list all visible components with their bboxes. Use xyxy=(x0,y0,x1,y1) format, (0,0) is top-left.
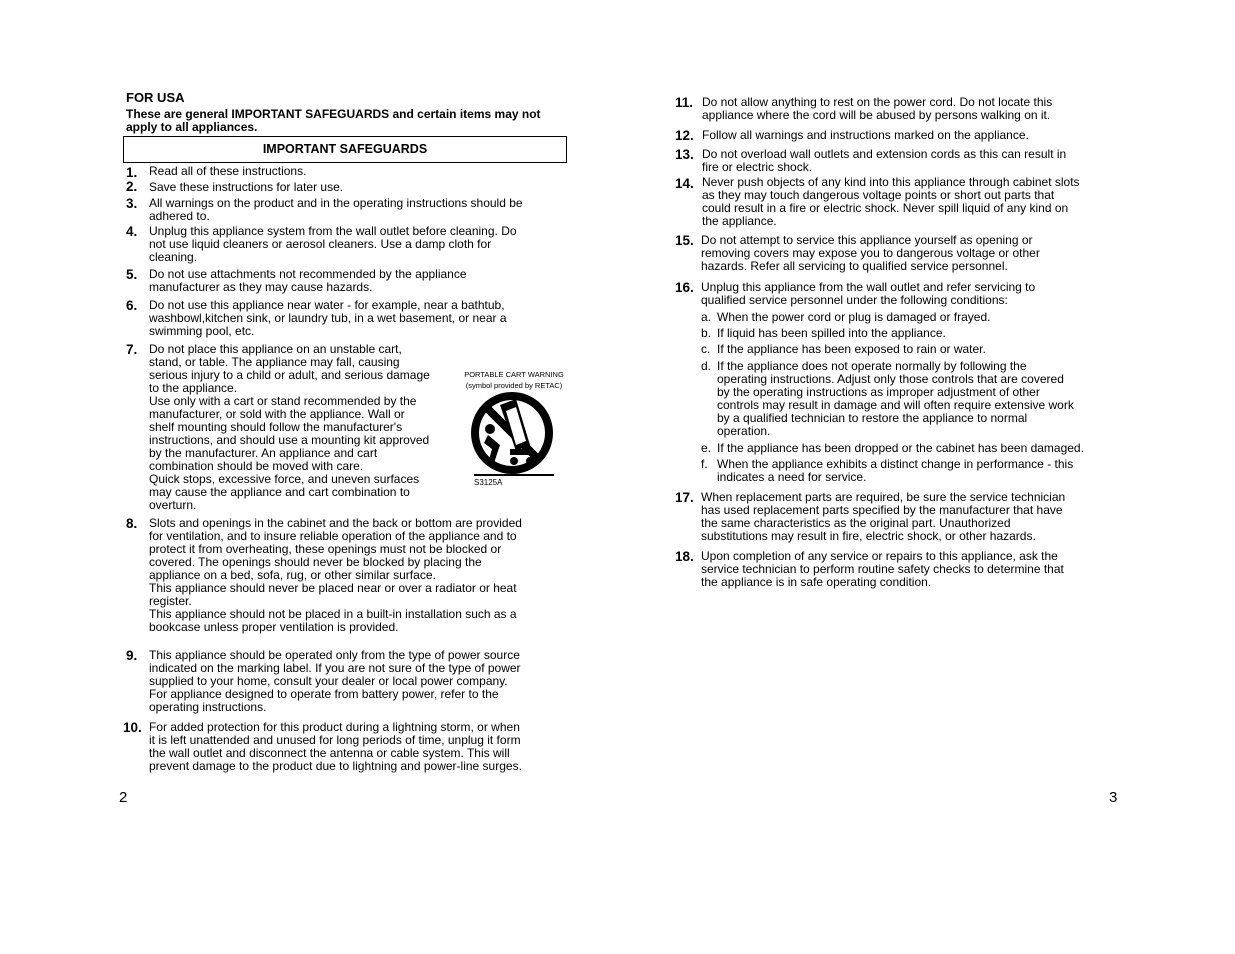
item-text-line: This appliance should never be placed near or over a radiator or heat xyxy=(149,581,517,595)
page-number-left: 2 xyxy=(119,789,128,806)
item-number: 12. xyxy=(675,128,694,143)
item-number: 2. xyxy=(126,179,138,194)
item-number: 5. xyxy=(126,267,138,282)
subitem-text-line: controls may result in damage and will often require extensive work xyxy=(717,398,1074,412)
item-text-line: Do not overload wall outlets and extension cords as this can result in xyxy=(702,147,1067,161)
cart-warning-label xyxy=(460,369,568,391)
item-number: 11. xyxy=(675,95,694,110)
item-text-line: Upon completion of any service or repairs to this appliance, ask the xyxy=(701,549,1058,563)
item-text-line: register. xyxy=(149,594,192,608)
item-text-line: adhered to. xyxy=(149,209,210,223)
item-number: 1. xyxy=(126,165,138,180)
item-text-line: the appliance. xyxy=(702,214,777,228)
subitem-letter: c. xyxy=(701,342,711,356)
item-text-line: bookcase unless proper ventilation is provided. xyxy=(149,620,399,634)
item-text-line: washbowl,kitchen sink, or laundry tub, in a wet basement, or near a xyxy=(149,311,507,325)
item-text-line: Slots and openings in the cabinet and the back or bottom are provided xyxy=(149,516,522,530)
item-number: 8. xyxy=(126,516,138,531)
item-text-line: Read all of these instructions. xyxy=(149,164,307,178)
item-text-line: Unplug this appliance from the wall outlet and refer servicing to xyxy=(701,280,1036,294)
item-text-line: qualified service personnel under the following conditions: xyxy=(701,293,1008,307)
item-text-line: the appliance is in safe operating condition. xyxy=(701,575,932,589)
item-number: 16. xyxy=(675,280,694,295)
subitem-letter: d. xyxy=(701,359,712,373)
item-text-line: appliance on a bed, sofa, rug, or other similar surface. xyxy=(149,568,436,582)
item-text-line: for ventilation, and to insure reliable operation of the appliance and to xyxy=(149,529,517,543)
cart-warning-label-line2: (symbol provided by RETAC) xyxy=(465,381,563,390)
item-text-line: Save these instructions for later use. xyxy=(149,180,344,194)
item-text-line: Do not use attachments not recommended by the appliance xyxy=(149,267,467,281)
subitem-text-line: operating instructions. Adjust only those controls that are covered xyxy=(717,372,1064,386)
item-text-line: When replacement parts are required, be sure the service technician xyxy=(701,490,1066,504)
item-text-line: covered. The openings should never be blocked by placing the xyxy=(149,555,482,569)
portable-cart-warning-icon xyxy=(466,389,558,481)
item-text-line: Do not allow anything to rest on the power cord. Do not locate this xyxy=(702,95,1053,109)
item-text-line: This appliance should not be placed in a built-in installation such as a xyxy=(149,607,517,621)
item-text-line: may cause the appliance and cart combination to xyxy=(149,485,410,499)
item-text-line: protect it from overheating, these openings must not be blocked or xyxy=(149,542,502,556)
item-text-line: shelf mounting should follow the manufacturer's xyxy=(149,420,403,434)
item-number: 15. xyxy=(675,233,694,248)
item-number: 13. xyxy=(675,147,694,162)
subitem-letter: b. xyxy=(701,326,712,340)
page-number-right: 3 xyxy=(1109,789,1118,806)
subitem-text-line: If the appliance does not operate normally by following the xyxy=(717,359,1027,373)
item-text-line: Do not use this appliance near water - for example, near a bathtub, xyxy=(149,298,505,312)
item-text-line: instructions, and should use a mounting kit approved xyxy=(149,433,430,447)
subitem-text-line: If liquid has been spilled into the appliance. xyxy=(717,326,946,340)
subitem-text-line: indicates a need for service. xyxy=(717,470,867,484)
subitem-letter: a. xyxy=(701,310,712,324)
item-text-line: swimming pool, etc. xyxy=(149,324,255,338)
cart-warning-label-line1: PORTABLE CART WARNING xyxy=(464,370,564,379)
item-text-line: combination should be moved with care. xyxy=(149,459,364,473)
item-text-line: All warnings on the product and in the operating instructions should be xyxy=(149,196,523,210)
item-text-line: appliance where the cord will be abused by persons walking on it. xyxy=(702,108,1051,122)
item-text-line: Quick stops, excessive force, and uneven surfaces xyxy=(149,472,420,486)
item-text-line: it is left unattended and unused for long periods of time, unplug it form xyxy=(149,733,521,747)
cart-warning-code: S3125A xyxy=(474,478,503,487)
item-text-line: Do not place this appliance on an unstable cart, xyxy=(149,342,402,356)
item-number: 14. xyxy=(675,176,694,191)
item-text-line: service technician to perform routine safety checks to determine that xyxy=(701,562,1064,576)
section-subtitle: These are general IMPORTANT SAFEGUARDS and certain items may not apply to all appliances. xyxy=(126,107,541,134)
item-text-line: cleaning. xyxy=(149,250,198,264)
item-text-line: Unplug this appliance system from the wall outlet before cleaning. Do xyxy=(149,224,517,238)
subitem-text-line: If the appliance has been exposed to rain or water. xyxy=(717,342,986,356)
item-number: 18. xyxy=(675,549,694,564)
item-number: 17. xyxy=(675,490,694,505)
item-number: 6. xyxy=(126,298,138,313)
item-text-line: as they may touch dangerous voltage points or short out parts that xyxy=(702,188,1055,202)
subitem-letter: f. xyxy=(701,457,708,471)
subitem-text-line: by the operating instructions as improper adjustment of other xyxy=(717,385,1040,399)
item-text-line: Use only with a cart or stand recommended by the xyxy=(149,394,417,408)
item-text-line: overturn. xyxy=(149,498,197,512)
item-number: 10. xyxy=(123,720,142,735)
item-text-line: substitutions may result in fire, electric shock, or other hazards. xyxy=(701,529,1036,543)
item-text-line: could result in a fire or electric shock. Never spill liquid of any kind on xyxy=(702,201,1069,215)
item-text-line: For appliance designed to operate from battery power, refer to the xyxy=(149,687,499,701)
subitem-text-line: When the appliance exhibits a distinct change in performance - this xyxy=(717,457,1074,471)
item-text-line: the wall outlet and disconnect the antenna or cable system. This will xyxy=(149,746,510,760)
item-text-line: operating instructions. xyxy=(149,700,267,714)
item-text-line: supplied to your home, consult your dealer or local power company. xyxy=(149,674,508,688)
item-text-line: Follow all warnings and instructions marked on the appliance. xyxy=(702,128,1029,142)
safeguards-box-title: IMPORTANT SAFEGUARDS xyxy=(123,136,567,163)
item-text-line: stand, or table. The appliance may fall, causing xyxy=(149,355,400,369)
item-text-line: not use liquid cleaners or aerosol cleaners. Use a damp cloth for xyxy=(149,237,492,251)
item-text-line: the same characteristics as the original part. Unauthorized xyxy=(701,516,1011,530)
item-number: 3. xyxy=(126,196,138,211)
item-text-line: removing covers may expose you to dangerous voltage or other xyxy=(701,246,1040,260)
item-text-line: manufacturer as they may cause hazards. xyxy=(149,280,373,294)
subitem-text-line: operation. xyxy=(717,424,771,438)
item-text-line: For added protection for this product during a lightning storm, or when xyxy=(149,720,520,734)
item-text-line: Do not attempt to service this appliance yourself as opening or xyxy=(701,233,1033,247)
section-title: FOR USA xyxy=(126,90,185,105)
item-text-line: This appliance should be operated only from the type of power source xyxy=(149,648,520,662)
item-text-line: to the appliance. xyxy=(149,381,238,395)
item-text-line: has used replacement parts specified by the manufacturer that have xyxy=(701,503,1063,517)
item-text-line: Never push objects of any kind into this appliance through cabinet slots xyxy=(702,175,1080,189)
subitem-text-line: When the power cord or plug is damaged or frayed. xyxy=(717,310,991,324)
item-text-line: fire or electric shock. xyxy=(702,160,813,174)
subitem-text-line: If the appliance has been dropped or the cabinet has been damaged. xyxy=(717,441,1084,455)
item-number: 4. xyxy=(126,224,138,239)
item-text-line: manufacturer, or sold with the appliance. Wall or xyxy=(149,407,405,421)
item-text-line: indicated on the marking label. If you are not sure of the type of power xyxy=(149,661,521,675)
item-text-line: by the manufacturer. An appliance and cart xyxy=(149,446,378,460)
item-text-line: serious injury to a child or adult, and serious damage xyxy=(149,368,430,382)
subitem-text-line: by a qualified technician to restore the appliance to normal xyxy=(717,411,1028,425)
item-text-line: hazards. Refer all servicing to qualified service personnel. xyxy=(701,259,1008,273)
item-text-line: prevent damage to the product due to lightning and power-line surges. xyxy=(149,759,522,773)
item-number: 9. xyxy=(126,648,138,663)
item-number: 7. xyxy=(126,342,138,357)
subitem-letter: e. xyxy=(701,441,712,455)
